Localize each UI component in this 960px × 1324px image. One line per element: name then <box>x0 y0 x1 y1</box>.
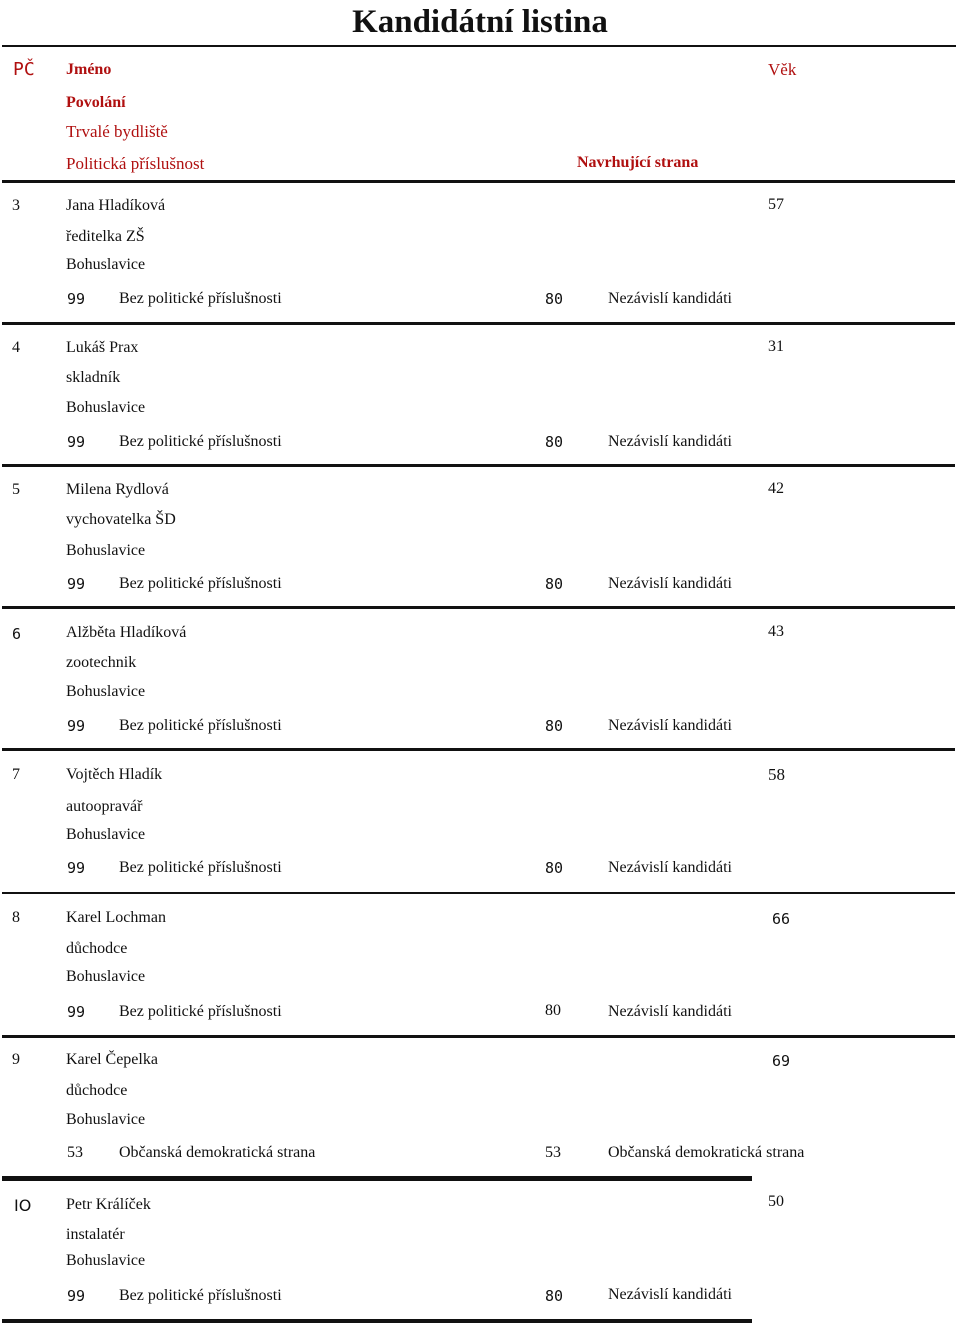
candidate-residence: Bohuslavice <box>66 826 146 843</box>
nominating-code: 80 <box>545 859 564 877</box>
candidate-name: Vojtěch Hladík <box>66 766 163 783</box>
header-nominating-party: Navrhující strana <box>577 154 699 171</box>
candidate-row <box>0 1038 960 1180</box>
candidate-residence: Bohuslavice <box>66 683 146 700</box>
nominating-party: Nezávislí kandidáti <box>608 433 732 450</box>
affiliation-name: Bez politické příslušnosti <box>119 1287 282 1304</box>
candidate-name: Jana Hladíková <box>66 197 166 214</box>
candidate-occupation: skladník <box>66 369 121 386</box>
nominating-party: Nezávislí kandidáti <box>608 1286 732 1303</box>
candidate-number: 5 <box>12 481 20 498</box>
candidate-age: 31 <box>768 338 784 355</box>
candidate-name: Petr Králíček <box>66 1196 151 1213</box>
nominating-party: Nezávislí kandidáti <box>608 1003 732 1020</box>
affiliation-name: Bez politické příslušnosti <box>119 433 282 450</box>
affiliation-code: 99 <box>67 290 86 308</box>
candidate-residence: Bohuslavice <box>66 968 146 985</box>
candidate-occupation: důchodce <box>66 940 128 957</box>
candidate-residence: Bohuslavice <box>66 1111 146 1128</box>
candidate-age: 50 <box>768 1193 784 1210</box>
candidate-row <box>0 751 960 893</box>
candidate-number: 8 <box>12 909 20 926</box>
candidate-occupation: ředitelka ZŠ <box>66 228 145 245</box>
affiliation-name: Bez politické příslušnosti <box>119 575 282 592</box>
nominating-code: 80 <box>545 575 564 593</box>
candidate-number: 3 <box>12 197 20 214</box>
nominating-party: Nezávislí kandidáti <box>608 859 732 876</box>
affiliation-code: 53 <box>67 1144 83 1161</box>
nominating-code: 80 <box>545 1287 564 1305</box>
candidate-row <box>0 325 960 467</box>
candidate-row <box>0 467 960 609</box>
candidate-age: 58 <box>768 765 785 784</box>
page-title: Kandidátní listina <box>352 4 608 40</box>
candidate-number: 6 <box>12 625 22 643</box>
candidate-residence: Bohuslavice <box>66 1252 146 1269</box>
candidate-occupation: instalatér <box>66 1226 125 1243</box>
candidate-row <box>0 894 960 1036</box>
candidate-occupation: zootechnik <box>66 654 137 671</box>
candidate-name: Milena Rydlová <box>66 481 169 498</box>
candidate-row <box>0 609 960 751</box>
candidate-occupation: autoopravář <box>66 798 143 815</box>
candidate-age: 42 <box>768 480 784 497</box>
nominating-party: Nezávislí kandidáti <box>608 290 732 307</box>
affiliation-code: 99 <box>67 1287 86 1305</box>
affiliation-name: Občanská demokratická strana <box>119 1144 316 1161</box>
header-residence: Trvalé bydliště <box>66 122 168 141</box>
affiliation-code: 99 <box>67 1003 86 1021</box>
candidate-residence: Bohuslavice <box>66 256 146 273</box>
candidate-name: Karel Lochman <box>66 909 166 926</box>
separator <box>2 1319 752 1323</box>
header-affiliation: Politická příslušnost <box>66 154 205 173</box>
nominating-code: 53 <box>545 1144 561 1161</box>
affiliation-code: 99 <box>67 859 86 877</box>
candidate-age: 43 <box>768 623 784 640</box>
nominating-party: Nezávislí kandidáti <box>608 575 732 592</box>
candidate-row <box>0 183 960 325</box>
header-age: Věk <box>768 60 797 79</box>
nominating-party: Občanská demokratická strana <box>608 1144 805 1161</box>
candidate-number: IO <box>14 1196 32 1215</box>
candidate-age: 57 <box>768 196 784 213</box>
nominating-code: 80 <box>545 717 564 735</box>
candidate-number: 4 <box>12 339 20 356</box>
affiliation-name: Bez politické příslušnosti <box>119 859 282 876</box>
candidate-occupation: důchodce <box>66 1082 128 1099</box>
candidate-number: 7 <box>12 766 20 783</box>
nominating-party: Nezávislí kandidáti <box>608 717 732 734</box>
nominating-code: 80 <box>545 433 564 451</box>
candidate-residence: Bohuslavice <box>66 542 146 559</box>
affiliation-code: 99 <box>67 717 86 735</box>
candidate-age: 66 <box>772 910 791 928</box>
candidate-occupation: vychovatelka ŠD <box>66 511 176 528</box>
candidate-residence: Bohuslavice <box>66 399 146 416</box>
title-rule <box>2 45 956 47</box>
affiliation-code: 99 <box>67 575 86 593</box>
affiliation-name: Bez politické příslušnosti <box>119 290 282 307</box>
candidate-name: Alžběta Hladíková <box>66 624 187 641</box>
candidate-row <box>0 1181 960 1323</box>
header-occupation: Povolání <box>66 94 126 111</box>
candidate-name: Karel Čepelka <box>66 1051 158 1068</box>
affiliation-code: 99 <box>67 433 86 451</box>
nominating-code: 80 <box>545 290 564 308</box>
header-pc: PČ <box>13 59 35 80</box>
candidate-age: 69 <box>772 1052 791 1070</box>
nominating-code: 80 <box>545 1002 561 1019</box>
affiliation-name: Bez politické příslušnosti <box>119 717 282 734</box>
candidate-name: Lukáš Prax <box>66 339 139 356</box>
affiliation-name: Bez politické příslušnosti <box>119 1003 282 1020</box>
candidate-number: 9 <box>12 1051 20 1068</box>
header-name: Jméno <box>66 61 112 78</box>
